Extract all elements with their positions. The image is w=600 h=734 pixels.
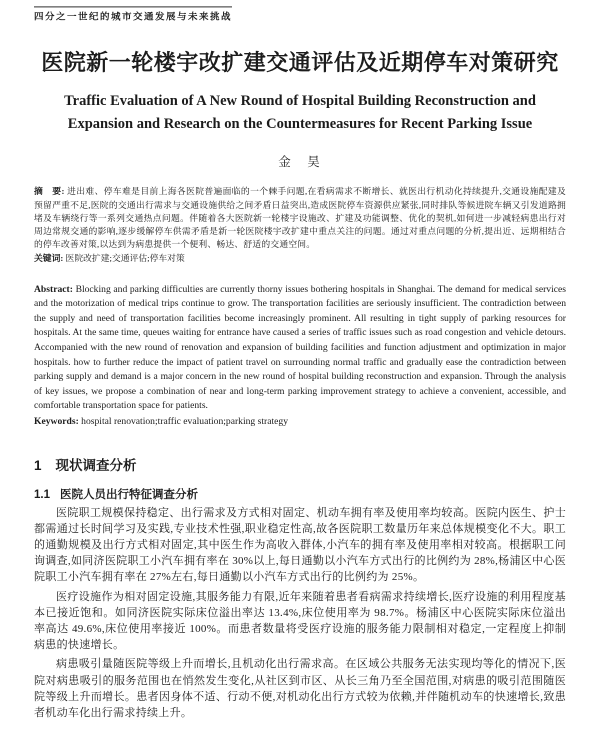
keywords-zh bbox=[34, 252, 566, 265]
running-header: 四分之一世纪的城市交通发展与未来挑战 bbox=[34, 6, 232, 22]
body-paragraph: 病患吸引量随医院等级上升而增长,且机动化出行需求高。在区域公共服务无法实现均等化的情况下,医院对病患吸引的服务范围也在悄然发生变化,从社区到市区、从长三角乃至全国范围,对病患的吸引范围随医院等级上升而增长。患者因身体不适、行动不便,对机动化出行方式较为依赖,并伴随机动车的快速增长,致患者机动车化出行需求持续上升。 bbox=[34, 658, 566, 719]
body-paragraph: 医疗设施作为相对固定设施,其服务能力有限,近年来随着患者看病需求持续增长,医疗设施的利用程度基本已接近饱和。如同济医院实际床位溢出率达 13.4%,床位使用率为 98.7%。杨浦区中心医院实际床位溢出率高达 49.6%,床位使用率接近 100%。而患者数量将受医疗设施的服务能力限制相对稳定,一定程度上抑制病患的快速增长。 bbox=[34, 590, 566, 652]
keywords-en bbox=[34, 415, 566, 430]
abstract-en bbox=[34, 283, 566, 414]
keywords-en-label: Keywords: bbox=[34, 415, 79, 427]
paper-title-en: Traffic Evaluation of A New Round of Hospital Building Reconstruction and Expansion and Research on the Countermeasures for Recent Parking Issue bbox=[64, 93, 536, 133]
keywords-zh-label: 关键词: bbox=[34, 253, 64, 264]
abstract-en-label: Abstract: bbox=[34, 283, 73, 295]
keywords-zh-text: 医院改扩建;交通评估;停车对策 bbox=[65, 253, 185, 264]
section-number: 1 bbox=[34, 457, 42, 473]
abstract-zh-text: 进出难、停车难是目前上海各医院普遍面临的一个棘手问题,在看病需求不断增长、就医出行机动化持续提升,交通设施配建及预留严重不足,医院的交通出行需求与交通设施供给之间矛盾日益突出,造成医院停车资源供应紧张,同时排队等候进院车辆又引发道路拥堵及车辆绕行等一系列交通热点问题。伴随着各大医院新一轮楼宇设施改、扩建及功能调整、优化的契机,如何进一步减轻病患出行对周边常规交通的影响,逐步缓解停车供需矛盾是新一轮医院楼宇改扩建中重点关注的问题。通过对重点问题的分析,提出近、远期相结合的停车改善对策,以达到为病患提供一个便利、畅达、舒适的交通空间。 bbox=[34, 186, 567, 250]
author-name: 金 昊 bbox=[278, 155, 322, 170]
paper-title-zh: 医院新一轮楼宇改扩建交通评估及近期停车对策研究 bbox=[41, 50, 559, 75]
section-title: 现状调查分析 bbox=[55, 457, 137, 473]
running-header-row bbox=[34, 6, 566, 25]
section-heading bbox=[34, 454, 566, 474]
abstract-zh bbox=[34, 185, 566, 251]
subsection-number: 1.1 bbox=[34, 488, 50, 501]
abstract-zh-label: 摘 要: bbox=[34, 186, 65, 197]
keywords-en-text: hospital renovation;traffic evaluation;parking strategy bbox=[81, 415, 288, 427]
body-paragraph: 医院职工规模保持稳定、出行需求及方式相对固定、机动车拥有率及使用率均较高。医院内医生、护士都需通过长时间学习及实践,专业技术性强,职业稳定性高,故各医院职工数量历年来总体规模变化不大。职工的通勤规模及出行方式相对固定,其中医生作为高收入群体,小汽车的拥有率及使用率相对较高。根据职工问询调查,如同济医院职工小汽车拥有率在 30%以上,每日通勤以小汽车方式出行的比例约为 28%,杨浦区中心医院职工小汽车拥有率在 27%左右,每日通勤以小汽车方式出行的比例约为 25%。 bbox=[34, 506, 566, 584]
subsection-title: 医院人员出行特征调查分析 bbox=[60, 488, 198, 501]
subsection-heading bbox=[34, 486, 566, 502]
abstract-en-text: Blocking and parking difficulties are currently thorny issues bothering hospitals in Shanghai. The demand for medical services and the motorization of medical trips continue to grow. The transportation facilities are seriously insufficient. The contradiction between the supply and need of transportation facilities become increasingly prominent. All resulting in tight supply of parking resources for hospitals. At the same time, queues waiting for entrance have caused a series of traffic issues such as road congestion and vehicle detours. Accompanied with the new round of renovation and expansion of building facilities and function adjustment and optimization in major hospitals. how to further reduce the impact of patient travel on surrounding normal traffic and gradually ease the contradiction between parking supply and demand is a major concern in the new round of hospital building reconstruction and expansion. Through the analysis of key issues, we propose a combination of near and long-term parking improvement strategy to achieve a convenient, accessible, and comfortable transportation space for patients. bbox=[34, 283, 566, 412]
